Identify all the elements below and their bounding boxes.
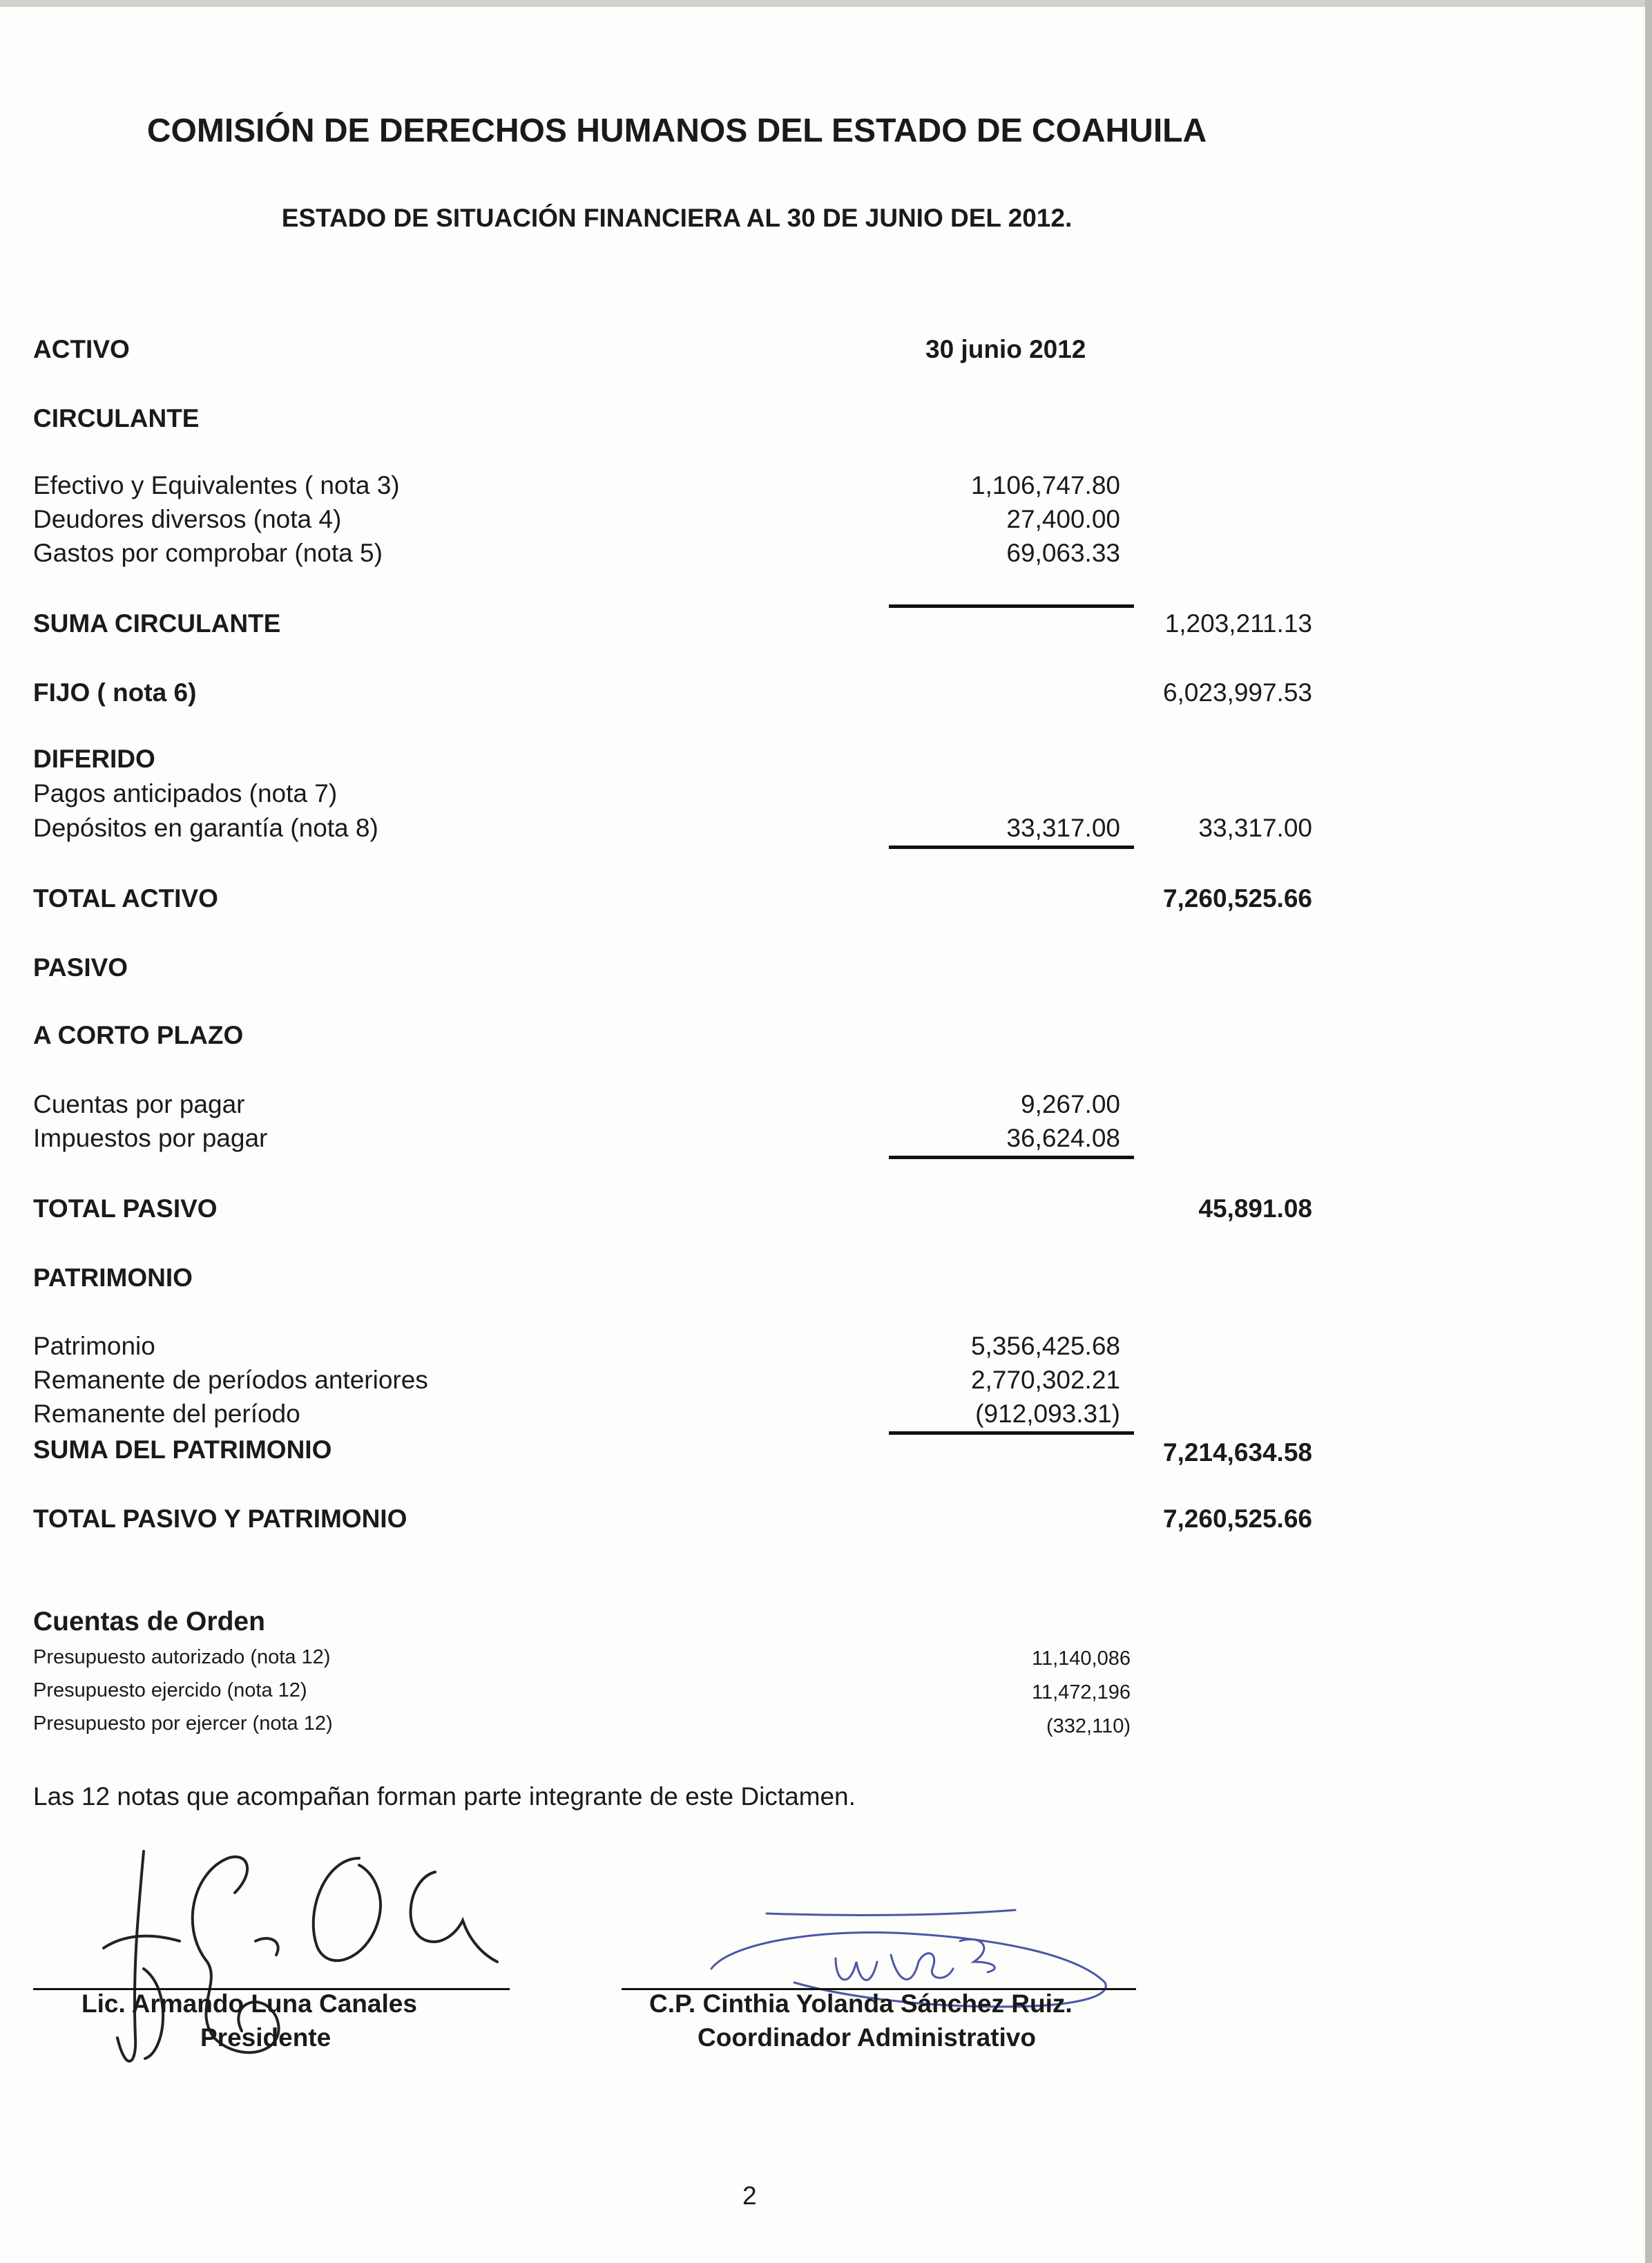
line-item-value: (332,110) <box>1046 1715 1131 1737</box>
subtotal-rule <box>889 846 1134 849</box>
line-item-label: Deudores diversos (nota 4) <box>33 505 342 533</box>
line-item-value: 2,770,302.21 <box>970 1366 1120 1394</box>
circulante-heading: CIRCULANTE <box>33 404 200 432</box>
diferido-heading: DIFERIDO <box>33 745 155 773</box>
suma-circulante-label: SUMA CIRCULANTE <box>33 609 281 638</box>
line-item-value: 36,624.08 <box>1006 1124 1120 1152</box>
line-item-label: Presupuesto autorizado (nota 12) <box>33 1646 331 1668</box>
line-item-label: Remanente del período <box>33 1400 300 1428</box>
total-pasivo-label: TOTAL PASIVO <box>33 1194 218 1223</box>
line-item-label: Presupuesto por ejercer (nota 12) <box>33 1712 333 1735</box>
suma-circulante-value: 1,203,211.13 <box>1164 609 1312 638</box>
total-pasivo-patrimonio-label: TOTAL PASIVO Y PATRIMONIO <box>33 1505 407 1533</box>
line-item-label: Pagos anticipados (nota 7) <box>33 779 338 808</box>
line-item-value: 69,063.33 <box>1006 539 1120 567</box>
left-signature <box>69 1831 483 2097</box>
line-item-value: 1,106,747.80 <box>970 471 1120 499</box>
column-header-date: 30 junio 2012 <box>925 335 1086 363</box>
line-item-value: 5,356,425.68 <box>970 1332 1120 1360</box>
left-signer-name: Lic. Armando Luna Canales <box>81 1989 417 2018</box>
line-item-label: Impuestos por pagar <box>33 1124 268 1152</box>
pasivo-heading: PASIVO <box>33 953 128 982</box>
footnote: Las 12 notas que acompañan forman parte integrante de este Dictamen. <box>33 1782 856 1811</box>
patrimonio-heading: PATRIMONIO <box>33 1263 193 1292</box>
scan-right-edge <box>1645 0 1652 2263</box>
page-number: 2 <box>742 2181 757 2210</box>
suma-patrimonio-value: 7,214,634.58 <box>1162 1438 1312 1467</box>
cuentas-orden-heading: Cuentas de Orden <box>33 1607 265 1636</box>
suma-patrimonio-label: SUMA DEL PATRIMONIO <box>33 1435 332 1464</box>
line-item-label: Patrimonio <box>33 1332 155 1360</box>
line-item-label: Remanente de períodos anteriores <box>33 1366 428 1394</box>
subtotal-rule <box>889 1156 1134 1159</box>
fijo-value: 6,023,997.53 <box>1162 678 1312 707</box>
subtotal-rule <box>889 1431 1134 1435</box>
document-subtitle: ESTADO DE SITUACIÓN FINANCIERA AL 30 DE JUNIO DEL 2012. <box>281 204 1073 232</box>
diferido-total-value: 33,317.00 <box>1198 814 1312 842</box>
corto-plazo-heading: A CORTO PLAZO <box>33 1021 244 1049</box>
line-item-label: Depósitos en garantía (nota 8) <box>33 814 378 842</box>
line-item-value: 11,472,196 <box>1032 1681 1131 1703</box>
right-signer-name: C.P. Cinthia Yolanda Sánchez Ruiz. <box>649 1989 1073 2018</box>
scan-top-edge <box>0 0 1652 7</box>
total-activo-value: 7,260,525.66 <box>1162 884 1312 913</box>
fijo-label: FIJO ( nota 6) <box>33 678 197 707</box>
total-pasivo-value: 45,891.08 <box>1198 1194 1312 1223</box>
line-item-label: Efectivo y Equivalentes ( nota 3) <box>33 471 400 499</box>
line-item-value: 27,400.00 <box>1006 505 1120 533</box>
document-title: COMISIÓN DE DERECHOS HUMANOS DEL ESTADO DE COAHUILA <box>146 113 1207 149</box>
line-item-label: Gastos por comprobar (nota 5) <box>33 539 383 567</box>
line-item-label: Presupuesto ejercido (nota 12) <box>33 1679 307 1701</box>
total-pasivo-patrimonio-value: 7,260,525.66 <box>1162 1505 1312 1533</box>
line-item-value: 9,267.00 <box>1020 1090 1120 1118</box>
line-item-label: Cuentas por pagar <box>33 1090 245 1118</box>
line-item-value: (912,093.31) <box>975 1400 1120 1428</box>
total-activo-label: TOTAL ACTIVO <box>33 884 218 913</box>
line-item-value: 33,317.00 <box>1006 814 1120 842</box>
line-item-value: 11,140,086 <box>1032 1648 1131 1670</box>
left-signer-role: Presidente <box>200 2023 332 2052</box>
subtotal-rule <box>889 604 1134 608</box>
right-signer-role: Coordinador Administrativo <box>698 2023 1036 2052</box>
activo-heading: ACTIVO <box>33 335 130 363</box>
